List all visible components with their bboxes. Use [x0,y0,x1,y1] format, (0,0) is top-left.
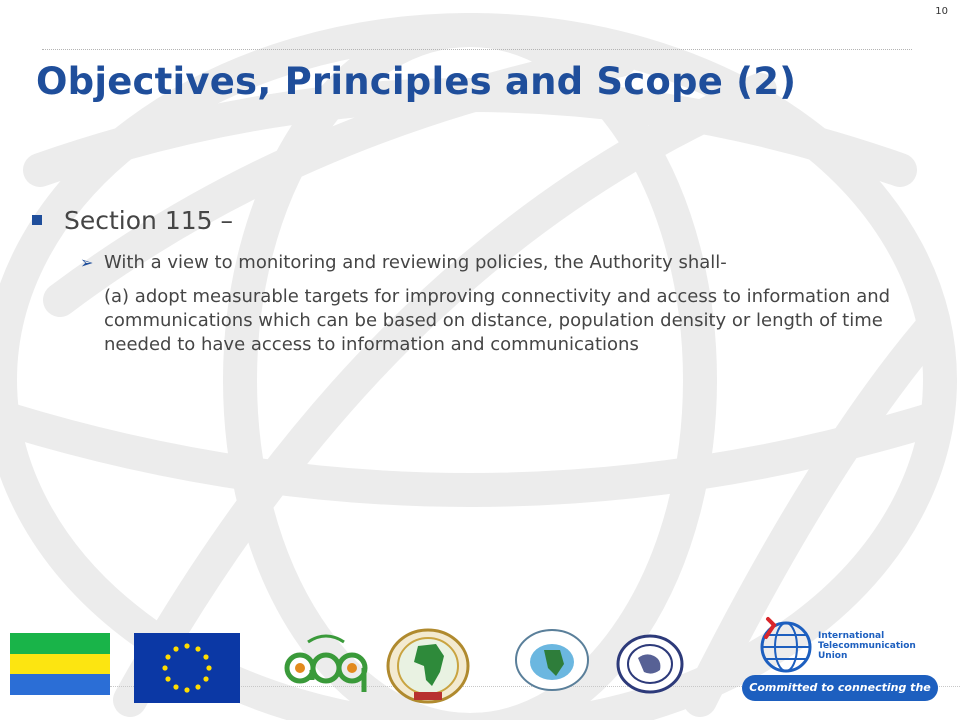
page-number: 10 [935,6,948,17]
sadc-logo-icon [616,634,684,694]
eu-flag-icon [134,633,240,703]
slide-title: Objectives, Principles and Scope (2) [36,60,797,103]
itu-tagline: Committed to connecting the world [742,675,938,701]
crasa-logo-icon [508,628,596,692]
itu-name: International Telecommunication Union [818,631,916,661]
itu-logo [742,615,942,720]
bullet-level2-text: With a view to monitoring and reviewing policies, the Authority shall- [104,252,727,273]
bullet-level1-text: Section 115 – [64,206,233,235]
african-union-emblem-icon [384,628,472,704]
paragraph-a: (a) adopt measurable targets for improving connectivity and access to information and communications which can be based on distance, population density or length of time needed to have access to information and communications [104,286,891,355]
arrow-bullet-icon: ➢ [80,253,94,272]
itu-globe-icon [756,615,816,675]
gabon-flag-icon [10,633,110,695]
acp-logo-icon [278,630,374,696]
